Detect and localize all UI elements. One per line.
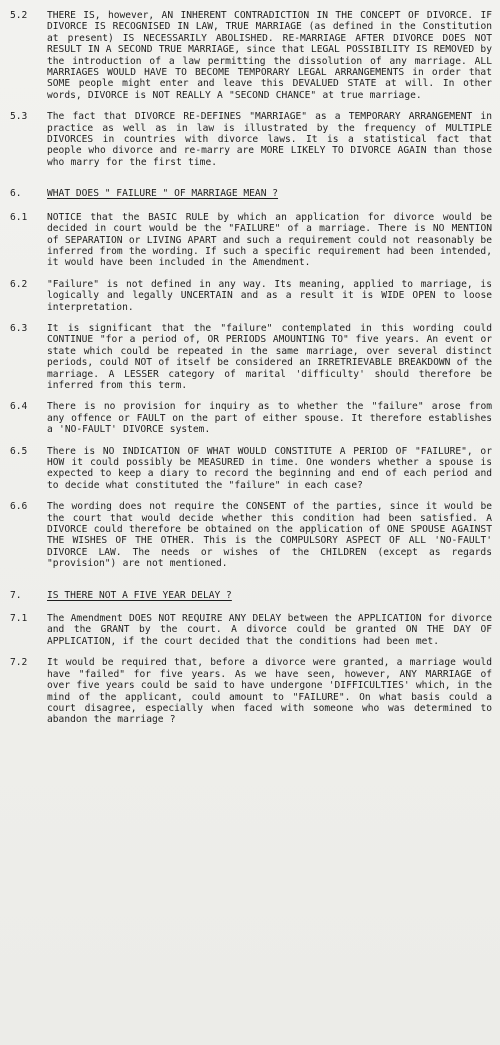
paragraph-number: 6.2 [10,278,28,290]
paragraph-6-6 [10,501,492,569]
paragraph-6-3 [10,323,492,391]
paragraph-text: THERE IS, however, AN INHERENT CONTRADICTION IN THE CONCEPT OF DIVORCE. IF DIVORCE IS RECOGNISED IN LAW, TRUE MARRIAGE (as defined in the Constitution at present) IS NECESSARILY ABOLISHED. RE-MARRIAGE AFTER DIVORCE DOES NOT RESULT IN A SECOND TRUE MARRIAGE, since that LEGAL POSSIBILITY IS REMOVED by the introduction of a law permitting the dissolution of any marriage. ALL MARRIAGES WOULD HAVE TO BECOME TEMPORARY LEGAL ARRANGEMENTS in order that SOME people might enter and leave this DEVALUED STATE at will. In other words, DIVORCE is NOT REALLY A "SECOND CHANCE" at true marriage. [47,10,492,101]
paragraph-number: 6.6 [10,501,28,513]
section-heading-7 [10,590,492,601]
paragraph-6-1 [10,212,492,269]
section-number: 6. [10,188,22,200]
section-title: WHAT DOES " FAILURE " OF MARRIAGE MEAN ? [47,188,279,200]
paragraph-7-1 [10,613,492,647]
paragraph-number: 6.1 [10,211,28,223]
paragraph-number: 7.1 [10,613,28,625]
paragraph-5-2 [10,10,492,101]
paragraph-6-4 [10,401,492,435]
paragraph-text: It is significant that the "failure" contemplated in this wording could CONTINUE "for a period of, OR PERIODS AMOUNTING TO" five years. An event or state which could be repeated in the same marriage, over several distinct periods, could NOT of itself be considered an IRRETRIEVABLE BREAKDOWN of the marriage. A LESSER category of marital 'difficulty' should therefore be inferred from this term. [47,322,492,391]
paragraph-text: There is no provision for inquiry as to whether the "failure" arose from any offence or FAULT on the part of either spouse. It therefore establishes a 'NO-FAULT' DIVORCE system. [47,401,492,436]
section-title: IS THERE NOT A FIVE YEAR DELAY ? [47,589,232,601]
section-number: 7. [10,589,22,601]
paragraph-number: 6.4 [10,401,28,413]
paragraph-7-2 [10,657,492,725]
paragraph-5-3 [10,111,492,168]
paragraph-text: "Failure" is not defined in any way. Its meaning, applied to marriage, is logically and legally UNCERTAIN and as a result it is WIDE OPEN to loose interpretation. [47,278,492,313]
paragraph-text: It would be required that, before a divorce were granted, a marriage would have "failed" for five years. As we have seen, however, ANY MARRIAGE of over five years could be said to have undergone 'DIFFICULTIES' which, in the mind of the applicant, could amount to "FAILURE". On what basis could a court disagree, especially when faced with someone who was determined to abandon the marriage ? [47,657,492,726]
paragraph-text: NOTICE that the BASIC RULE by which an application for divorce would be decided in court would be the "FAILURE" of a marriage. There is NO MENTION of SEPARATION or LIVING APART and such a requirement could not reasonably be inferred from the wording. If such a specific requirement had been intended, it would have been included in the Amendment. [47,211,492,269]
paragraph-text: The wording does not require the CONSENT of the parties, since it would be the court that would decide whether this condition had been satisfied. A DIVORCE could therefore be obtained on the application of ONE SPOUSE AGAINST THE WISHES OF THE OTHER. This is the COMPULSORY ASPECT OF ALL 'NO-FAULT' DIVORCE LAW. The needs or wishes of the CHILDREN (except as regards "provision") are not mentioned. [47,501,492,570]
paragraph-text: The fact that DIVORCE RE-DEFINES "MARRIAGE" as a TEMPORARY ARRANGEMENT in practice as well as in law is illustrated by the frequency of MULTIPLE DIVORCES in countries with divorce laws. It is a statistical fact that people who divorce and re-marry are MORE LIKELY TO DIVORCE AGAIN than those who marry for the first time. [47,111,492,168]
section-heading-6 [10,188,492,199]
paragraph-text: The Amendment DOES NOT REQUIRE ANY DELAY between the APPLICATION for divorce and the GRANT by the court. A divorce could be granted ON THE DAY OF APPLICATION, if the court decided that the conditions had been met. [47,613,492,647]
paragraph-number: 7.2 [10,657,28,669]
paragraph-number: 5.2 [10,10,28,21]
paragraph-6-2 [10,279,492,313]
paragraph-number: 6.5 [10,445,28,457]
paragraph-text: There is NO INDICATION OF WHAT WOULD CONSTITUTE A PERIOD OF "FAILURE", or HOW it could possibly be MEASURED in time. One wonders whether a spouse is expected to keep a diary to record the beginning and end of each period and to decide what constituted the "failure" in each case? [47,445,492,491]
paragraph-number: 6.3 [10,322,28,334]
paragraph-number: 5.3 [10,111,28,123]
paragraph-6-5 [10,446,492,492]
